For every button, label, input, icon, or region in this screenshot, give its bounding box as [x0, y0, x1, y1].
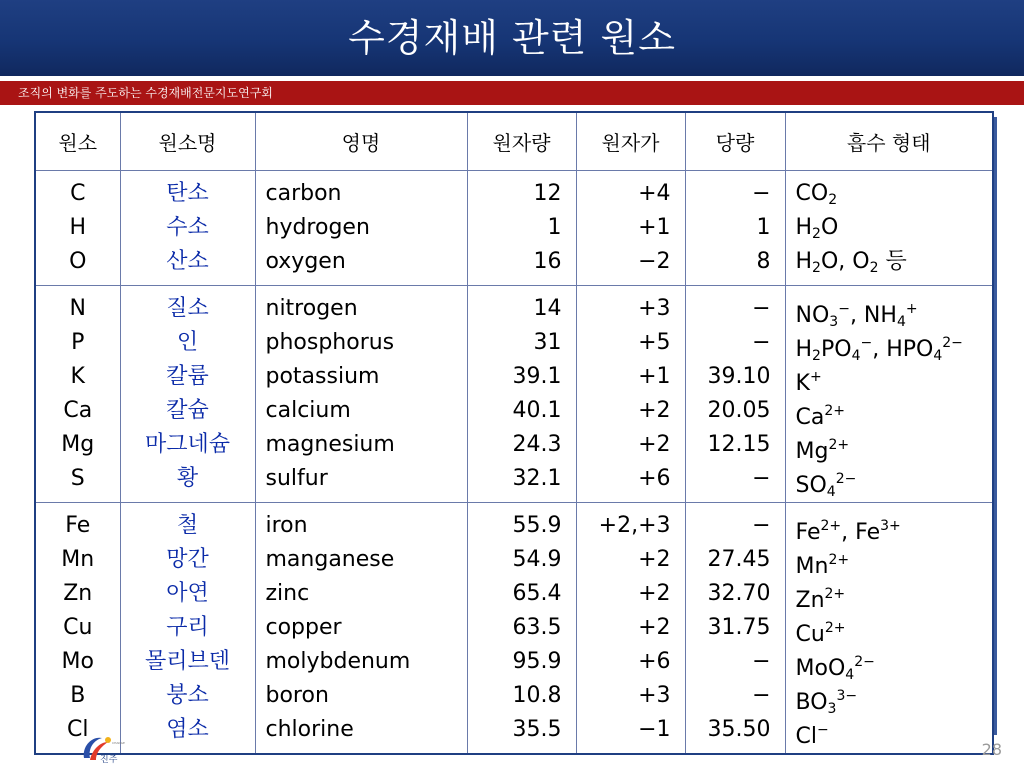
- atomic-weight: 32.1: [512, 466, 562, 491]
- table-header-row: [35, 112, 993, 171]
- absorption-form: $SO_4^{2-}$: [795, 471, 857, 500]
- logo: [78, 732, 130, 766]
- header-absorption-form: 흡수 형태: [785, 112, 993, 171]
- element-korean-name: 황: [176, 466, 199, 491]
- element-symbol: Cl: [67, 717, 89, 742]
- element-korean-name: 철: [176, 513, 199, 538]
- element-symbol: N: [69, 296, 86, 321]
- element-english-name: zinc: [265, 581, 310, 606]
- element-korean-name-cell: [120, 171, 255, 286]
- absorption-form: $BO_3^{3-}$: [795, 688, 858, 717]
- element-korean-name: 칼슘: [166, 398, 209, 423]
- slide-subtitle: 조직의 변화를 주도하는 수경재배전문지도연구회: [18, 86, 273, 100]
- absorption-form: $NO_3^-$, $NH_4^+$: [795, 301, 918, 330]
- atomic-weight-cell: [467, 503, 576, 755]
- element-symbol: O: [69, 249, 87, 274]
- atomic-weight: 1: [547, 215, 562, 240]
- equivalent-cell: [685, 503, 785, 755]
- element-korean-name-cell: [120, 286, 255, 503]
- valence: +3: [638, 683, 671, 708]
- element-korean-name: 구리: [166, 615, 209, 640]
- slide-title: 수경재배 관련 원소: [348, 16, 676, 60]
- valence: +3: [638, 296, 671, 321]
- absorption-form: $Zn^{2+}$: [795, 586, 846, 613]
- absorption-form: MoO$_4^{2-}$: [795, 654, 875, 683]
- table-row: [35, 286, 993, 503]
- element-symbol: Cu: [63, 615, 93, 640]
- atomic-weight: 95.9: [512, 649, 562, 674]
- subtitle-bar: [0, 80, 1024, 105]
- valence-cell: [576, 171, 685, 286]
- valence: +6: [638, 466, 671, 491]
- valence: +2: [638, 547, 671, 572]
- valence: +1: [638, 364, 671, 389]
- absorption-form: $Mg^{2+}$: [795, 437, 850, 464]
- equivalent-cell: [685, 286, 785, 503]
- atomic-weight-cell: [467, 286, 576, 503]
- header-atomic-weight: 원자량: [467, 112, 576, 171]
- element-english-name: magnesium: [265, 432, 395, 457]
- element-symbol: Mo: [61, 649, 94, 674]
- element-korean-name: 질소: [166, 296, 209, 321]
- element-korean-name: 산소: [166, 249, 209, 274]
- element-korean-name: 아연: [166, 581, 209, 606]
- equivalent: 31.75: [707, 615, 771, 640]
- valence-cell: [576, 503, 685, 755]
- table-row: [35, 503, 993, 755]
- atomic-weight: 24.3: [512, 432, 562, 457]
- absorption-form: $Fe^{2+}$, $Fe^{3+}$: [795, 518, 901, 545]
- element-symbol: Ca: [63, 398, 93, 423]
- element-symbol: Mg: [61, 432, 95, 457]
- absorption-form: $H_2O$: [795, 215, 839, 242]
- element-english-name: chlorine: [265, 717, 354, 742]
- atomic-weight: 35.5: [512, 717, 562, 742]
- valence: +2: [638, 432, 671, 457]
- element-korean-name: 탄소: [166, 181, 209, 206]
- equivalent: 39.10: [707, 364, 771, 389]
- absorption-form-cell: [785, 286, 993, 503]
- equivalent: −: [752, 683, 771, 708]
- equivalent: −: [752, 649, 771, 674]
- equivalent: 27.45: [707, 547, 771, 572]
- equivalent: 8: [756, 249, 771, 274]
- element-korean-name: 인: [176, 330, 199, 355]
- valence: +2: [638, 581, 671, 606]
- atomic-weight: 16: [533, 249, 562, 274]
- header-english-name: 영명: [255, 112, 467, 171]
- atomic-weight: 40.1: [512, 398, 562, 423]
- absorption-form: $H_2PO_4^-$, $HPO_4^{2-}$: [795, 335, 963, 364]
- atomic-weight: 12: [533, 181, 562, 206]
- element-korean-name: 수소: [166, 215, 209, 240]
- element-korean-name: 몰리브덴: [144, 649, 230, 674]
- element-english-name: copper: [265, 615, 342, 640]
- header-equivalent: 당량: [685, 112, 785, 171]
- element-english-name: hydrogen: [265, 215, 370, 240]
- element-symbol: P: [71, 330, 85, 355]
- equivalent: 32.70: [707, 581, 771, 606]
- element-table: [34, 111, 994, 755]
- equivalent: −: [752, 330, 771, 355]
- element-korean-name-cell: [120, 503, 255, 755]
- atomic-weight: 31: [533, 330, 562, 355]
- element-korean-name: 망간: [166, 547, 209, 572]
- equivalent: 1: [756, 215, 771, 240]
- element-english-name-cell: [255, 171, 467, 286]
- absorption-form-cell: [785, 171, 993, 286]
- element-symbol: Zn: [63, 581, 93, 606]
- atomic-weight: 55.9: [512, 513, 562, 538]
- equivalent: 20.05: [707, 398, 771, 423]
- valence: −1: [638, 717, 671, 742]
- absorption-form: $H_2O$, $O_2$ 등: [795, 249, 907, 276]
- equivalent-cell: [685, 171, 785, 286]
- valence: +1: [638, 215, 671, 240]
- valence: +4: [638, 181, 671, 206]
- element-symbol-cell: [35, 286, 120, 503]
- element-korean-name: 칼륨: [166, 364, 209, 389]
- absorption-form: K+: [795, 369, 822, 396]
- element-english-name: sulfur: [265, 466, 328, 491]
- element-english-name: phosphorus: [265, 330, 395, 355]
- equivalent: −: [752, 181, 771, 206]
- absorption-form: $Ca^{2+}$: [795, 403, 845, 430]
- table-row: [35, 171, 993, 286]
- absorption-form: $Cu^{2+}$: [795, 620, 846, 647]
- element-symbol: Mn: [61, 547, 95, 572]
- absorption-form-cell: [785, 503, 993, 755]
- valence: +2,+3: [598, 513, 671, 538]
- atomic-weight: 65.4: [512, 581, 562, 606]
- element-symbol-cell: [35, 171, 120, 286]
- page-number: 28: [981, 740, 1002, 759]
- atomic-weight: 63.5: [512, 615, 562, 640]
- element-english-name: molybdenum: [265, 649, 411, 674]
- element-symbol: C: [70, 181, 86, 206]
- atomic-weight: 54.9: [512, 547, 562, 572]
- absorption-form: $CO_2$: [795, 181, 838, 208]
- element-english-name: boron: [265, 683, 329, 708]
- valence: −2: [638, 249, 671, 274]
- element-korean-name: 붕소: [166, 683, 209, 708]
- element-english-name-cell: [255, 503, 467, 755]
- equivalent: −: [752, 466, 771, 491]
- element-english-name: nitrogen: [265, 296, 358, 321]
- element-symbol: Fe: [65, 513, 91, 538]
- element-english-name: iron: [265, 513, 308, 538]
- header-element-name: 원소명: [120, 112, 255, 171]
- equivalent: 35.50: [707, 717, 771, 742]
- atomic-weight: 14: [533, 296, 562, 321]
- element-english-name: calcium: [265, 398, 351, 423]
- atomic-weight: 39.1: [512, 364, 562, 389]
- absorption-form: Cl−: [795, 722, 829, 749]
- valence: +6: [638, 649, 671, 674]
- logo-small-text: CHANGE: [112, 741, 125, 745]
- valence: +5: [638, 330, 671, 355]
- equivalent: 12.15: [707, 432, 771, 457]
- element-english-name: oxygen: [265, 249, 346, 274]
- valence-cell: [576, 286, 685, 503]
- valence: +2: [638, 398, 671, 423]
- header-valence: 원자가: [576, 112, 685, 171]
- equivalent: −: [752, 513, 771, 538]
- element-english-name: potassium: [265, 364, 380, 389]
- element-symbol: S: [70, 466, 85, 491]
- element-symbol: K: [70, 364, 85, 389]
- element-symbol: H: [69, 215, 87, 240]
- valence: +2: [638, 615, 671, 640]
- element-english-name: carbon: [265, 181, 342, 206]
- atomic-weight-cell: [467, 171, 576, 286]
- element-symbol-cell: [35, 503, 120, 755]
- equivalent: −: [752, 296, 771, 321]
- atomic-weight: 10.8: [512, 683, 562, 708]
- logo-text: 진주: [100, 755, 118, 765]
- element-english-name: manganese: [265, 547, 395, 572]
- absorption-form: $Mn^{2+}$: [795, 552, 850, 579]
- element-symbol: B: [70, 683, 86, 708]
- element-korean-name: 염소: [166, 717, 209, 742]
- header-element: 원소: [35, 112, 120, 171]
- element-korean-name: 마그네슘: [144, 432, 230, 457]
- element-english-name-cell: [255, 286, 467, 503]
